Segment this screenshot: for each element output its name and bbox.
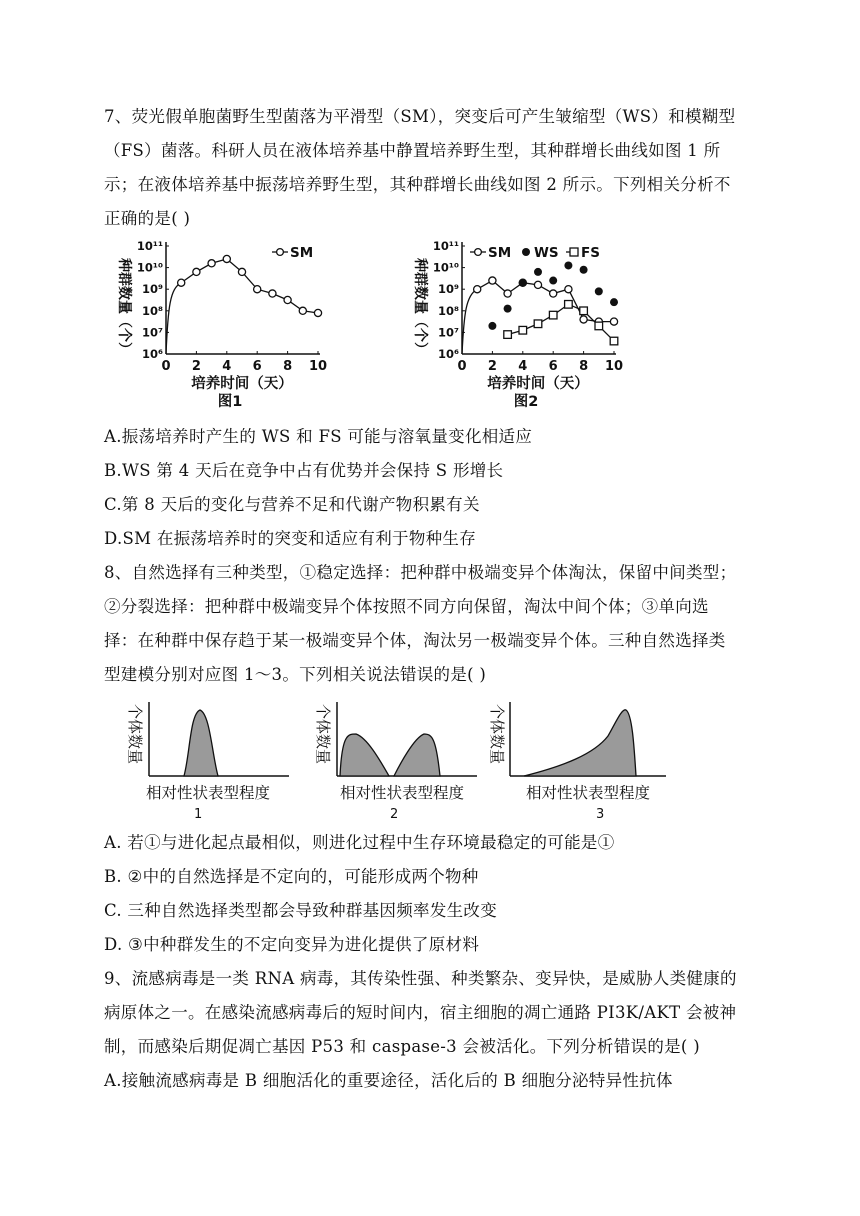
legend-label-fs: FS xyxy=(581,245,600,261)
x-tick-label: 8 xyxy=(283,359,293,374)
point-fs xyxy=(519,326,527,334)
selection-figures xyxy=(104,694,684,824)
y-tick-label: 10⁷ xyxy=(437,325,459,340)
q7-stem-line-3: 示；在液体培养基中振荡培养野生型，其种群增长曲线如图 2 所示。下列相关分析不 xyxy=(104,175,731,194)
legend-marker-sm xyxy=(277,249,284,256)
point-sm xyxy=(610,318,617,325)
q8-option-d: D. ③中种群发生的不定向变异为进化提供了原材料 xyxy=(104,935,480,954)
point-ws xyxy=(534,268,542,276)
q8-stem-line-4: 型建模分别对应图 1～3。下列相关说法错误的是( ) xyxy=(104,665,487,684)
q8-stem-line-1: 8、自然选择有三种类型，①稳定选择：把种群中极端变异个体淘汰，保留中间类型； xyxy=(104,563,737,582)
legend-label-sm: SM xyxy=(488,245,512,261)
y-axis-label: 种群数量（个） xyxy=(412,258,428,356)
x-tick-label: 0 xyxy=(161,359,171,374)
series-line-sm xyxy=(462,281,614,354)
point-sm xyxy=(238,268,245,275)
x-tick-label: 6 xyxy=(548,359,558,374)
point-fs xyxy=(595,322,603,330)
legend-label-ws: WS xyxy=(534,245,559,261)
chart-title: 图1 xyxy=(217,394,243,410)
selection-figure-1 xyxy=(126,702,289,822)
point-sm xyxy=(269,290,276,297)
y-tick-label: 10¹¹ xyxy=(432,239,459,253)
q7-stem-line-4: 正确的是( ) xyxy=(104,209,191,228)
selection-xlabel-1: 相对性状表型程度 xyxy=(146,784,271,802)
point-sm xyxy=(565,286,572,293)
y-tick-label: 10⁹ xyxy=(437,282,459,297)
q7-option-a: A.振荡培养时产生的 WS 和 FS 可能与溶氧量变化相适应 xyxy=(104,427,533,446)
stabilizing-curve xyxy=(184,710,218,776)
x-tick-label: 2 xyxy=(191,359,201,374)
q8-option-b: B. ②中的自然选择是不定向的，可能形成两个物种 xyxy=(104,867,479,886)
disruptive-curve-left xyxy=(340,734,389,776)
q8-stem-line-3: 择：在种群中保存趋于某一极端变异个体，淘汰另一极端变异个体。三种自然选择类 xyxy=(104,631,726,650)
point-sm xyxy=(254,286,261,293)
legend-marker-sm xyxy=(475,249,482,256)
y-tick-label: 10⁶ xyxy=(437,347,459,361)
point-sm xyxy=(178,279,185,286)
q9-stem-line-3: 制，而感染后期促凋亡基因 P53 和 caspase-3 会被活化。下列分析错误的是( ) xyxy=(104,1037,700,1056)
point-sm xyxy=(504,290,511,297)
legend-marker-ws xyxy=(522,248,530,256)
y-tick-label: 10⁹ xyxy=(141,282,163,297)
q8-stem-line-2: ②分裂选择：把种群中极端变异个体按照不同方向保留，淘汰中间个体；③单向选 xyxy=(104,597,709,616)
x-tick-label: 6 xyxy=(252,359,262,374)
x-tick-label: 8 xyxy=(579,359,589,374)
point-ws xyxy=(519,279,527,287)
point-ws xyxy=(595,287,603,295)
q7-stem-line-1: 7、荧光假单胞菌野生型菌落为平滑型（SM），突变后可产生皱缩型（WS）和模糊型 xyxy=(104,107,736,126)
point-fs xyxy=(504,331,512,339)
q7-option-d: D.SM 在振荡培养时的突变和适应有利于物种生存 xyxy=(104,529,477,548)
y-tick-label: 10⁸ xyxy=(141,303,163,318)
y-tick-label: 10¹⁰ xyxy=(432,260,459,275)
q9-stem-line-1: 9、流感病毒是一类 RNA 病毒，其传染性强、种类繁杂、变异快，是威胁人类健康的 xyxy=(104,969,737,988)
point-ws xyxy=(580,266,588,274)
selection-ylabel-2: 个体数量 xyxy=(314,704,332,765)
q9-stem-line-2: 病原体之一。在感染流感病毒后的短时间内，宿主细胞的凋亡通路 PI3K/AKT 会被神 xyxy=(104,1003,737,1022)
selection-figure-3 xyxy=(488,702,666,822)
point-ws xyxy=(549,277,557,285)
x-tick-label: 4 xyxy=(518,359,528,374)
y-tick-label: 10¹¹ xyxy=(136,239,163,253)
selection-ylabel-1: 个体数量 xyxy=(126,704,144,765)
y-tick-label: 10⁷ xyxy=(141,325,163,340)
x-axis-label: 培养时间（天） xyxy=(487,376,589,392)
y-tick-label: 10⁸ xyxy=(437,303,459,318)
point-fs xyxy=(549,311,557,319)
point-sm xyxy=(284,296,291,303)
directional-curve xyxy=(524,710,636,776)
point-ws xyxy=(488,322,496,330)
point-sm xyxy=(299,307,306,314)
q9-option-a: A.接触流感病毒是 B 细胞活化的重要途径，活化后的 B 细胞分泌特异性抗体 xyxy=(104,1071,673,1090)
point-ws xyxy=(504,305,512,313)
y-tick-label: 10⁶ xyxy=(141,347,163,361)
chart-title: 图2 xyxy=(513,394,539,410)
q7-option-b: B.WS 第 4 天后在竞争中占有优势并会保持 S 形增长 xyxy=(104,461,504,480)
q8-option-c: C. 三种自然选择类型都会导致种群基因频率发生改变 xyxy=(104,901,498,920)
point-ws xyxy=(610,298,618,306)
x-tick-label: 0 xyxy=(457,359,467,374)
y-axis-label: 种群数量（个） xyxy=(116,258,132,356)
point-fs xyxy=(534,320,542,328)
x-tick-label: 2 xyxy=(487,359,497,374)
point-ws xyxy=(564,261,572,269)
point-sm xyxy=(489,277,496,284)
point-sm xyxy=(314,309,321,316)
selection-xlabel-3: 相对性状表型程度 xyxy=(526,784,651,802)
legend-label-sm: SM xyxy=(290,245,314,261)
selection-number-3: 3 xyxy=(596,807,605,822)
y-tick-label: 10¹⁰ xyxy=(136,260,163,275)
point-sm xyxy=(534,281,541,288)
point-fs xyxy=(565,301,573,309)
point-fs xyxy=(580,307,588,315)
x-tick-label: 10 xyxy=(604,359,624,374)
selection-number-2: 2 xyxy=(390,807,399,822)
point-sm xyxy=(208,260,215,267)
point-sm xyxy=(474,286,481,293)
selection-figure-2 xyxy=(314,702,477,822)
point-sm xyxy=(580,316,587,323)
point-fs xyxy=(610,337,618,345)
selection-ylabel-3: 个体数量 xyxy=(488,704,506,765)
q7-stem-line-2: （FS）菌落。科研人员在液体培养基中静置培养野生型，其种群增长曲线如图 1 所 xyxy=(104,141,721,160)
selection-number-1: 1 xyxy=(194,807,203,822)
x-axis-label: 培养时间（天） xyxy=(191,376,293,392)
chart-figure-2 xyxy=(400,236,640,416)
x-tick-label: 4 xyxy=(222,359,232,374)
point-sm xyxy=(550,290,557,297)
selection-xlabel-2: 相对性状表型程度 xyxy=(340,784,465,802)
legend-marker-fs xyxy=(570,248,578,256)
q8-option-a: A. 若①与进化起点最相似，则进化过程中生存环境最稳定的可能是① xyxy=(104,833,615,852)
x-tick-label: 10 xyxy=(308,359,328,374)
chart-figure-1 xyxy=(104,236,344,416)
point-sm xyxy=(193,268,200,275)
disruptive-curve-right xyxy=(394,734,440,776)
q7-option-c: C.第 8 天后的变化与营养不足和代谢产物积累有关 xyxy=(104,495,480,514)
point-sm xyxy=(223,255,230,262)
